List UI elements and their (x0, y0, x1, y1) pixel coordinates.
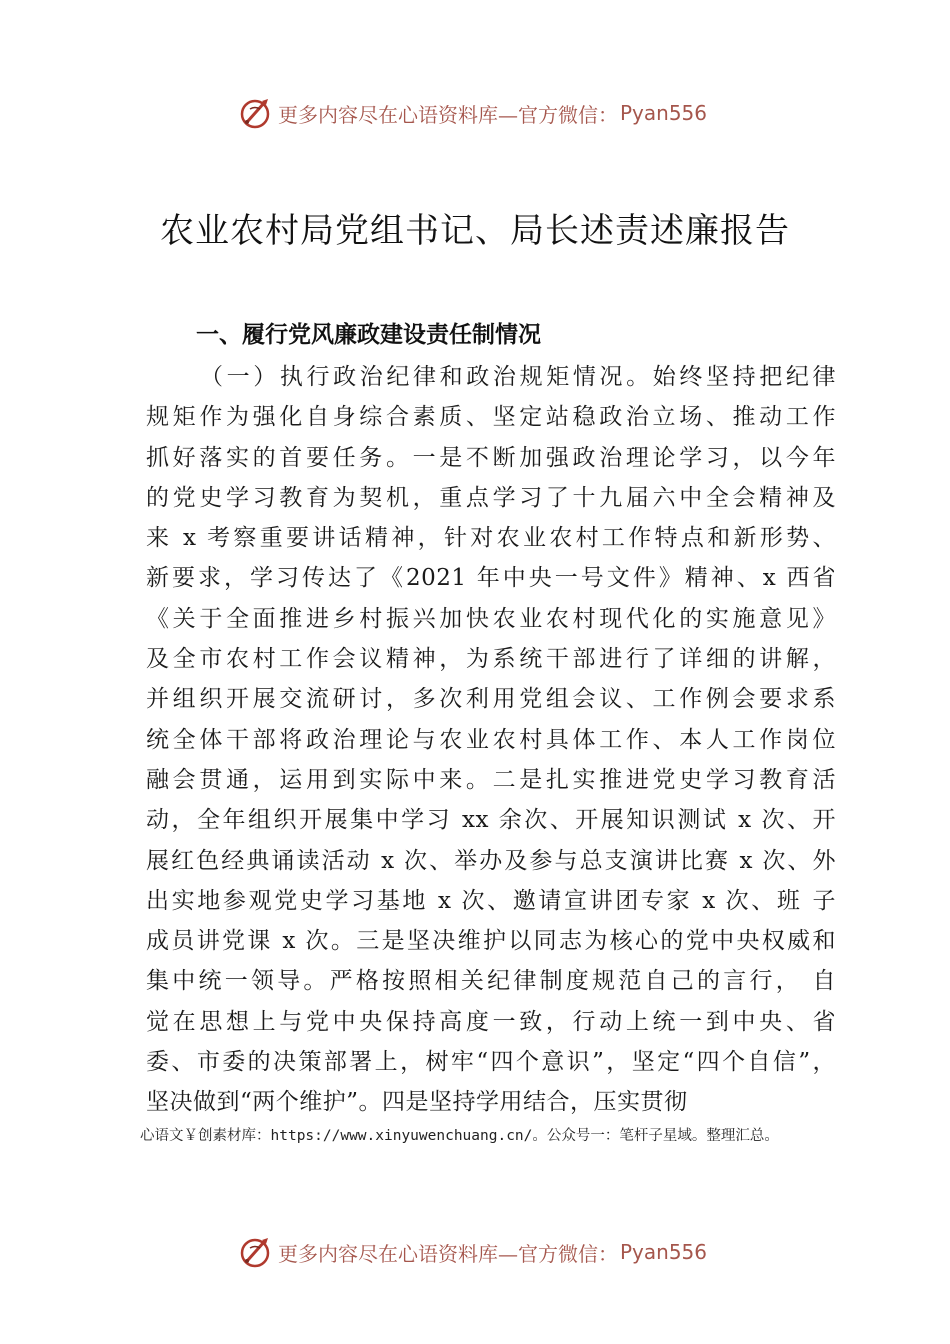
body-line: 展红色经典诵读活动 x 次、举办及参与总支演讲比赛 x 次、外 (146, 847, 836, 874)
footer-banner-text: 更多内容尽在心语资料库—官方微信： (278, 1241, 618, 1266)
source-footnote: 心语文￥创素材库：https://www.xinyuwenchuang.cn/。公众号一：笔杆子星域。整理汇总。 (140, 1128, 779, 1144)
body-line: 《关于全面推进乡村振兴加快农业农村现代化的实施意见》 (146, 605, 836, 632)
header-banner-account: Pyan556 (620, 101, 708, 125)
header-banner (238, 93, 758, 133)
brand-logo-icon (238, 95, 274, 131)
body-line: 及全市农村工作会议精神，为系统干部进行了详细的讲解， (146, 646, 836, 673)
body-line: （一）执行政治纪律和政治规矩情况。始终坚持把纪律 (200, 364, 836, 390)
body-line: 动，全年组织开展集中学习 xx 余次、开展知识测试 x 次、开 (146, 807, 836, 834)
document-body (146, 357, 836, 1123)
body-line: 集中统一领导。严格按照相关纪律制度规范自己的言行， 自 (146, 968, 836, 995)
body-line: 委、市委的决策部署上，树牢“四个意识”，坚定“四个自信”， (146, 1049, 836, 1076)
body-line: 规矩作为强化自身综合素质、坚定站稳政治立场、推动工作 (146, 404, 836, 431)
body-line: 并组织开展交流研讨，多次利用党组会议、工作例会要求系 (146, 686, 836, 713)
body-line: 成员讲党课 x 次。三是坚决维护以同志为核心的党中央权威和 (146, 928, 836, 955)
body-line: 的党史学习教育为契机，重点学习了十九届六中全会精神及 (146, 484, 836, 511)
section-heading: 一、履行党风廉政建设责任制情况 (196, 322, 541, 348)
body-line: 来 x 考察重要讲话精神，针对农业农村工作特点和新形势、 (146, 525, 836, 552)
body-line: 抓好落实的首要任务。一是不断加强政治理论学习，以今年 (146, 444, 836, 471)
document-title: 农业农村局党组书记、局长述责述廉报告 (160, 211, 790, 251)
body-line: 统全体干部将政治理论与农业农村具体工作、本人工作岗位 (146, 726, 836, 753)
body-line: 觉在思想上与党中央保持高度一致，行动上统一到中央、省 (146, 1008, 836, 1035)
body-line: 出实地参观党史学习基地 x 次、邀请宣讲团专家 x 次、班 子 (146, 887, 836, 914)
header-banner-text: 更多内容尽在心语资料库—官方微信： (278, 102, 618, 127)
footer-banner (238, 1232, 758, 1272)
body-line: 新要求，学习传达了《2021 年中央一号文件》精神、x 西省 (146, 565, 836, 592)
footer-banner-account: Pyan556 (620, 1240, 708, 1264)
body-line: 融会贯通，运用到实际中来。二是扎实推进党史学习教育活 (146, 766, 836, 793)
body-line: 坚决做到“两个维护”。四是坚持学用结合，压实贯彻 (146, 1089, 688, 1116)
brand-logo-icon (238, 1234, 274, 1270)
